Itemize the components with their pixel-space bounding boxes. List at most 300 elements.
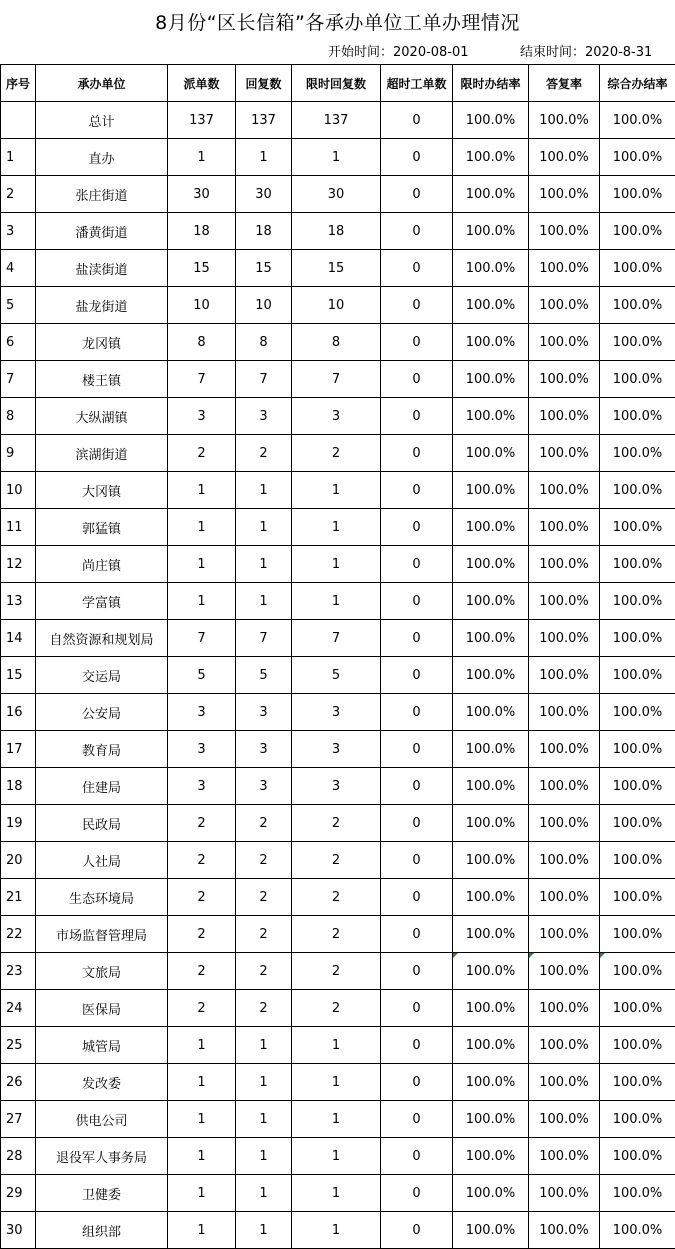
row-no: 29 — [1, 1175, 36, 1212]
row-unit: 市场监督管理局 — [36, 916, 168, 953]
row-overall-rate: 100.0% — [600, 990, 675, 1027]
row-no: 13 — [1, 583, 36, 620]
row-replied: 1 — [236, 1212, 292, 1249]
row-unit: 直办 — [36, 139, 168, 176]
row-timely-replied: 2 — [292, 842, 381, 879]
row-reply-rate: 100.0% — [529, 731, 600, 768]
table-row — [1, 139, 675, 176]
row-no: 20 — [1, 842, 36, 879]
total-dispatched: 137 — [168, 102, 236, 139]
row-overdue: 0 — [381, 916, 453, 953]
row-timely-replied: 30 — [292, 176, 381, 213]
row-timely-rate: 100.0% — [453, 768, 529, 805]
row-dispatched: 1 — [168, 472, 236, 509]
row-no: 10 — [1, 472, 36, 509]
row-unit: 尚庄镇 — [36, 546, 168, 583]
row-unit: 学富镇 — [36, 583, 168, 620]
row-timely-rate: 100.0% — [453, 842, 529, 879]
row-no: 16 — [1, 694, 36, 731]
row-no: 27 — [1, 1101, 36, 1138]
row-dispatched: 3 — [168, 694, 236, 731]
row-timely-rate: 100.0% — [453, 583, 529, 620]
row-reply-rate: 100.0% — [529, 879, 600, 916]
row-no: 9 — [1, 435, 36, 472]
total-unit: 总计 — [36, 102, 168, 139]
row-unit: 张庄街道 — [36, 176, 168, 213]
row-reply-rate: 100.0% — [529, 435, 600, 472]
row-timely-replied: 1 — [292, 1101, 381, 1138]
row-overall-rate: 100.0% — [600, 176, 675, 213]
row-overall-rate: 100.0% — [600, 805, 675, 842]
table-row — [1, 768, 675, 805]
row-no: 22 — [1, 916, 36, 953]
row-overdue: 0 — [381, 472, 453, 509]
row-unit: 自然资源和规划局 — [36, 620, 168, 657]
row-timely-rate: 100.0% — [453, 139, 529, 176]
row-replied: 8 — [236, 324, 292, 361]
row-replied: 7 — [236, 620, 292, 657]
row-reply-rate: 100.0% — [529, 398, 600, 435]
row-replied: 2 — [236, 990, 292, 1027]
row-overdue: 0 — [381, 805, 453, 842]
row-reply-rate: 100.0% — [529, 250, 600, 287]
row-overdue: 0 — [381, 583, 453, 620]
table-row — [1, 213, 675, 250]
row-overdue: 0 — [381, 879, 453, 916]
row-timely-rate: 100.0% — [453, 620, 529, 657]
row-timely-rate: 100.0% — [453, 176, 529, 213]
row-overall-rate: 100.0% — [600, 1175, 675, 1212]
row-timely-rate: 100.0% — [453, 694, 529, 731]
row-unit: 民政局 — [36, 805, 168, 842]
row-timely-rate: 100.0% — [453, 916, 529, 953]
row-timely-replied: 15 — [292, 250, 381, 287]
row-overdue: 0 — [381, 620, 453, 657]
row-reply-rate: 100.0% — [529, 176, 600, 213]
table-row — [1, 250, 675, 287]
row-overall-rate: 100.0% — [600, 1101, 675, 1138]
row-no: 14 — [1, 620, 36, 657]
row-timely-replied: 2 — [292, 953, 381, 990]
row-no: 28 — [1, 1138, 36, 1175]
row-overdue: 0 — [381, 509, 453, 546]
row-unit: 潘黄街道 — [36, 213, 168, 250]
table-row — [1, 176, 675, 213]
row-unit: 住建局 — [36, 768, 168, 805]
row-unit: 楼王镇 — [36, 361, 168, 398]
row-replied: 2 — [236, 805, 292, 842]
row-reply-rate: 100.0% — [529, 1101, 600, 1138]
row-timely-replied: 1 — [292, 139, 381, 176]
row-reply-rate: 100.0% — [529, 842, 600, 879]
row-replied: 3 — [236, 694, 292, 731]
row-timely-rate: 100.0% — [453, 1175, 529, 1212]
row-no: 18 — [1, 768, 36, 805]
row-dispatched: 1 — [168, 583, 236, 620]
row-replied: 30 — [236, 176, 292, 213]
table-row — [1, 509, 675, 546]
row-replied: 2 — [236, 435, 292, 472]
end-date-label: 结束时间：2020-8-31 — [520, 45, 653, 60]
row-reply-rate: 100.0% — [529, 139, 600, 176]
table-row — [1, 287, 675, 324]
row-overdue: 0 — [381, 1027, 453, 1064]
row-overdue: 0 — [381, 139, 453, 176]
row-dispatched: 2 — [168, 805, 236, 842]
row-reply-rate: 100.0% — [529, 546, 600, 583]
row-dispatched: 3 — [168, 731, 236, 768]
row-timely-replied: 1 — [292, 1064, 381, 1101]
row-no: 23 — [1, 953, 36, 990]
row-timely-rate: 100.0% — [453, 1064, 529, 1101]
row-reply-rate: 100.0% — [529, 805, 600, 842]
row-timely-replied: 18 — [292, 213, 381, 250]
row-replied: 1 — [236, 1027, 292, 1064]
row-replied: 1 — [236, 1175, 292, 1212]
row-timely-replied: 7 — [292, 361, 381, 398]
col-header-reply-rate: 答复率 — [529, 65, 600, 102]
row-timely-replied: 8 — [292, 324, 381, 361]
table-row — [1, 472, 675, 509]
row-overdue: 0 — [381, 768, 453, 805]
row-no: 11 — [1, 509, 36, 546]
row-timely-replied: 2 — [292, 805, 381, 842]
start-date-label: 开始时间：2020-08-01 — [328, 45, 469, 60]
row-unit: 龙冈镇 — [36, 324, 168, 361]
row-no: 12 — [1, 546, 36, 583]
table-row — [1, 1138, 675, 1175]
total-replied: 137 — [236, 102, 292, 139]
row-timely-replied: 1 — [292, 509, 381, 546]
row-no: 15 — [1, 657, 36, 694]
row-unit: 文旅局 — [36, 953, 168, 990]
row-overall-rate: 100.0% — [600, 509, 675, 546]
table-row — [1, 398, 675, 435]
row-overall-rate: 100.0% — [600, 213, 675, 250]
row-reply-rate: 100.0% — [529, 1212, 600, 1249]
row-overdue: 0 — [381, 694, 453, 731]
table-row — [1, 1064, 675, 1101]
row-reply-rate: 100.0% — [529, 657, 600, 694]
table-row — [1, 1175, 675, 1212]
row-no: 25 — [1, 1027, 36, 1064]
table-row — [1, 842, 675, 879]
row-overall-rate: 100.0% — [600, 953, 675, 990]
row-overall-rate: 100.0% — [600, 324, 675, 361]
row-timely-replied: 2 — [292, 435, 381, 472]
row-overall-rate: 100.0% — [600, 1027, 675, 1064]
row-timely-rate: 100.0% — [453, 398, 529, 435]
row-timely-rate: 100.0% — [453, 657, 529, 694]
table-row — [1, 805, 675, 842]
total-no — [1, 102, 36, 139]
col-header-overall-rate: 综合办结率 — [600, 65, 675, 102]
row-overall-rate: 100.0% — [600, 731, 675, 768]
row-timely-replied: 1 — [292, 472, 381, 509]
row-unit: 交运局 — [36, 657, 168, 694]
row-unit: 退役军人事务局 — [36, 1138, 168, 1175]
row-overdue: 0 — [381, 842, 453, 879]
row-dispatched: 8 — [168, 324, 236, 361]
row-replied: 2 — [236, 879, 292, 916]
row-timely-rate: 100.0% — [453, 287, 529, 324]
row-dispatched: 1 — [168, 1027, 236, 1064]
row-overall-rate: 100.0% — [600, 768, 675, 805]
col-header-no: 序号 — [1, 65, 36, 102]
row-timely-rate: 100.0% — [453, 990, 529, 1027]
row-replied: 5 — [236, 657, 292, 694]
row-unit: 教育局 — [36, 731, 168, 768]
total-timely-replied: 137 — [292, 102, 381, 139]
row-replied: 2 — [236, 842, 292, 879]
row-reply-rate: 100.0% — [529, 509, 600, 546]
row-overdue: 0 — [381, 324, 453, 361]
row-overall-rate: 100.0% — [600, 398, 675, 435]
row-dispatched: 1 — [168, 1212, 236, 1249]
col-header-overdue: 超时工单数 — [381, 65, 453, 102]
row-no: 5 — [1, 287, 36, 324]
row-dispatched: 1 — [168, 1101, 236, 1138]
row-unit: 大冈镇 — [36, 472, 168, 509]
row-replied: 2 — [236, 916, 292, 953]
total-overall-rate: 100.0% — [600, 102, 675, 139]
row-dispatched: 1 — [168, 509, 236, 546]
table-row — [1, 879, 675, 916]
row-overdue: 0 — [381, 250, 453, 287]
row-overall-rate: 100.0% — [600, 657, 675, 694]
row-timely-replied: 3 — [292, 398, 381, 435]
row-reply-rate: 100.0% — [529, 1064, 600, 1101]
row-unit: 医保局 — [36, 990, 168, 1027]
table-row — [1, 620, 675, 657]
row-dispatched: 2 — [168, 842, 236, 879]
table-row — [1, 324, 675, 361]
row-reply-rate: 100.0% — [529, 768, 600, 805]
row-unit: 盐渎街道 — [36, 250, 168, 287]
total-reply-rate: 100.0% — [529, 102, 600, 139]
row-no: 21 — [1, 879, 36, 916]
row-unit: 发改委 — [36, 1064, 168, 1101]
row-replied: 1 — [236, 546, 292, 583]
row-overdue: 0 — [381, 176, 453, 213]
table-row — [1, 1212, 675, 1249]
row-reply-rate: 100.0% — [529, 953, 600, 990]
row-no: 17 — [1, 731, 36, 768]
row-unit: 盐龙街道 — [36, 287, 168, 324]
row-reply-rate: 100.0% — [529, 694, 600, 731]
row-timely-rate: 100.0% — [453, 879, 529, 916]
table-row — [1, 657, 675, 694]
table-row — [1, 953, 675, 990]
row-dispatched: 30 — [168, 176, 236, 213]
row-no: 19 — [1, 805, 36, 842]
row-timely-replied: 5 — [292, 657, 381, 694]
row-timely-replied: 2 — [292, 990, 381, 1027]
row-timely-rate: 100.0% — [453, 1101, 529, 1138]
row-overdue: 0 — [381, 546, 453, 583]
total-row — [1, 102, 675, 139]
row-no: 2 — [1, 176, 36, 213]
row-unit: 公安局 — [36, 694, 168, 731]
row-replied: 2 — [236, 953, 292, 990]
table-row — [1, 916, 675, 953]
row-overall-rate: 100.0% — [600, 250, 675, 287]
row-dispatched: 1 — [168, 1064, 236, 1101]
row-overdue: 0 — [381, 657, 453, 694]
row-overdue: 0 — [381, 1064, 453, 1101]
row-overall-rate: 100.0% — [600, 139, 675, 176]
table-row — [1, 694, 675, 731]
row-dispatched: 1 — [168, 1175, 236, 1212]
row-reply-rate: 100.0% — [529, 287, 600, 324]
row-timely-rate: 100.0% — [453, 213, 529, 250]
row-no: 4 — [1, 250, 36, 287]
row-unit: 滨湖街道 — [36, 435, 168, 472]
row-no: 7 — [1, 361, 36, 398]
row-timely-rate: 100.0% — [453, 509, 529, 546]
table-row — [1, 583, 675, 620]
total-timely-rate: 100.0% — [453, 102, 529, 139]
row-timely-rate: 100.0% — [453, 250, 529, 287]
row-unit: 供电公司 — [36, 1101, 168, 1138]
row-unit: 生态环境局 — [36, 879, 168, 916]
row-dispatched: 5 — [168, 657, 236, 694]
row-reply-rate: 100.0% — [529, 990, 600, 1027]
row-no: 24 — [1, 990, 36, 1027]
row-overall-rate: 100.0% — [600, 916, 675, 953]
table-row — [1, 990, 675, 1027]
row-reply-rate: 100.0% — [529, 1027, 600, 1064]
row-replied: 18 — [236, 213, 292, 250]
row-timely-rate: 100.0% — [453, 361, 529, 398]
row-timely-replied: 1 — [292, 1175, 381, 1212]
row-no: 3 — [1, 213, 36, 250]
row-dispatched: 10 — [168, 287, 236, 324]
row-replied: 3 — [236, 398, 292, 435]
row-overall-rate: 100.0% — [600, 1138, 675, 1175]
row-timely-replied: 2 — [292, 879, 381, 916]
row-reply-rate: 100.0% — [529, 583, 600, 620]
row-timely-rate: 100.0% — [453, 472, 529, 509]
row-replied: 3 — [236, 768, 292, 805]
row-timely-replied: 3 — [292, 731, 381, 768]
row-replied: 1 — [236, 1064, 292, 1101]
row-overdue: 0 — [381, 213, 453, 250]
row-timely-rate: 100.0% — [453, 435, 529, 472]
row-overdue: 0 — [381, 731, 453, 768]
row-timely-replied: 7 — [292, 620, 381, 657]
row-replied: 10 — [236, 287, 292, 324]
row-replied: 1 — [236, 1101, 292, 1138]
row-unit: 大纵湖镇 — [36, 398, 168, 435]
table-row — [1, 361, 675, 398]
row-overdue: 0 — [381, 435, 453, 472]
row-timely-rate: 100.0% — [453, 953, 529, 990]
row-replied: 7 — [236, 361, 292, 398]
row-dispatched: 1 — [168, 546, 236, 583]
row-dispatched: 15 — [168, 250, 236, 287]
row-dispatched: 1 — [168, 1138, 236, 1175]
col-header-unit: 承办单位 — [36, 65, 168, 102]
row-dispatched: 2 — [168, 916, 236, 953]
workorder-table — [0, 64, 675, 1249]
row-reply-rate: 100.0% — [529, 472, 600, 509]
row-overall-rate: 100.0% — [600, 472, 675, 509]
row-overall-rate: 100.0% — [600, 287, 675, 324]
row-unit: 郭猛镇 — [36, 509, 168, 546]
row-timely-rate: 100.0% — [453, 1138, 529, 1175]
row-replied: 1 — [236, 472, 292, 509]
row-timely-rate: 100.0% — [453, 1212, 529, 1249]
row-dispatched: 7 — [168, 361, 236, 398]
table-row — [1, 1101, 675, 1138]
row-overall-rate: 100.0% — [600, 435, 675, 472]
row-timely-rate: 100.0% — [453, 324, 529, 361]
row-replied: 3 — [236, 731, 292, 768]
row-replied: 1 — [236, 509, 292, 546]
row-overall-rate: 100.0% — [600, 583, 675, 620]
row-overdue: 0 — [381, 990, 453, 1027]
row-unit: 城管局 — [36, 1027, 168, 1064]
row-replied: 15 — [236, 250, 292, 287]
row-dispatched: 2 — [168, 435, 236, 472]
row-dispatched: 2 — [168, 879, 236, 916]
row-dispatched: 3 — [168, 398, 236, 435]
row-replied: 1 — [236, 139, 292, 176]
row-no: 1 — [1, 139, 36, 176]
report-title: 8月份“区长信箱”各承办单位工单办理情况 — [155, 12, 520, 34]
row-reply-rate: 100.0% — [529, 213, 600, 250]
col-header-dispatched: 派单数 — [168, 65, 236, 102]
row-dispatched: 2 — [168, 953, 236, 990]
row-reply-rate: 100.0% — [529, 916, 600, 953]
row-overdue: 0 — [381, 287, 453, 324]
row-reply-rate: 100.0% — [529, 1138, 600, 1175]
row-timely-replied: 2 — [292, 916, 381, 953]
row-overall-rate: 100.0% — [600, 1064, 675, 1101]
row-overall-rate: 100.0% — [600, 842, 675, 879]
row-timely-rate: 100.0% — [453, 1027, 529, 1064]
row-overdue: 0 — [381, 1101, 453, 1138]
row-unit: 卫健委 — [36, 1175, 168, 1212]
row-reply-rate: 100.0% — [529, 1175, 600, 1212]
row-dispatched: 18 — [168, 213, 236, 250]
row-overdue: 0 — [381, 1212, 453, 1249]
row-timely-replied: 3 — [292, 694, 381, 731]
table-header-row — [1, 65, 675, 102]
row-overall-rate: 100.0% — [600, 620, 675, 657]
row-reply-rate: 100.0% — [529, 620, 600, 657]
row-no: 26 — [1, 1064, 36, 1101]
row-timely-rate: 100.0% — [453, 805, 529, 842]
col-header-timely-replied: 限时回复数 — [292, 65, 381, 102]
row-overall-rate: 100.0% — [600, 1212, 675, 1249]
row-timely-replied: 1 — [292, 1027, 381, 1064]
row-overdue: 0 — [381, 1138, 453, 1175]
table-row — [1, 435, 675, 472]
row-overdue: 0 — [381, 361, 453, 398]
row-timely-replied: 1 — [292, 546, 381, 583]
row-unit: 人社局 — [36, 842, 168, 879]
row-overdue: 0 — [381, 1175, 453, 1212]
row-dispatched: 3 — [168, 768, 236, 805]
row-no: 30 — [1, 1212, 36, 1249]
row-overdue: 0 — [381, 398, 453, 435]
row-no: 6 — [1, 324, 36, 361]
row-timely-replied: 10 — [292, 287, 381, 324]
row-timely-rate: 100.0% — [453, 731, 529, 768]
row-timely-replied: 1 — [292, 1138, 381, 1175]
